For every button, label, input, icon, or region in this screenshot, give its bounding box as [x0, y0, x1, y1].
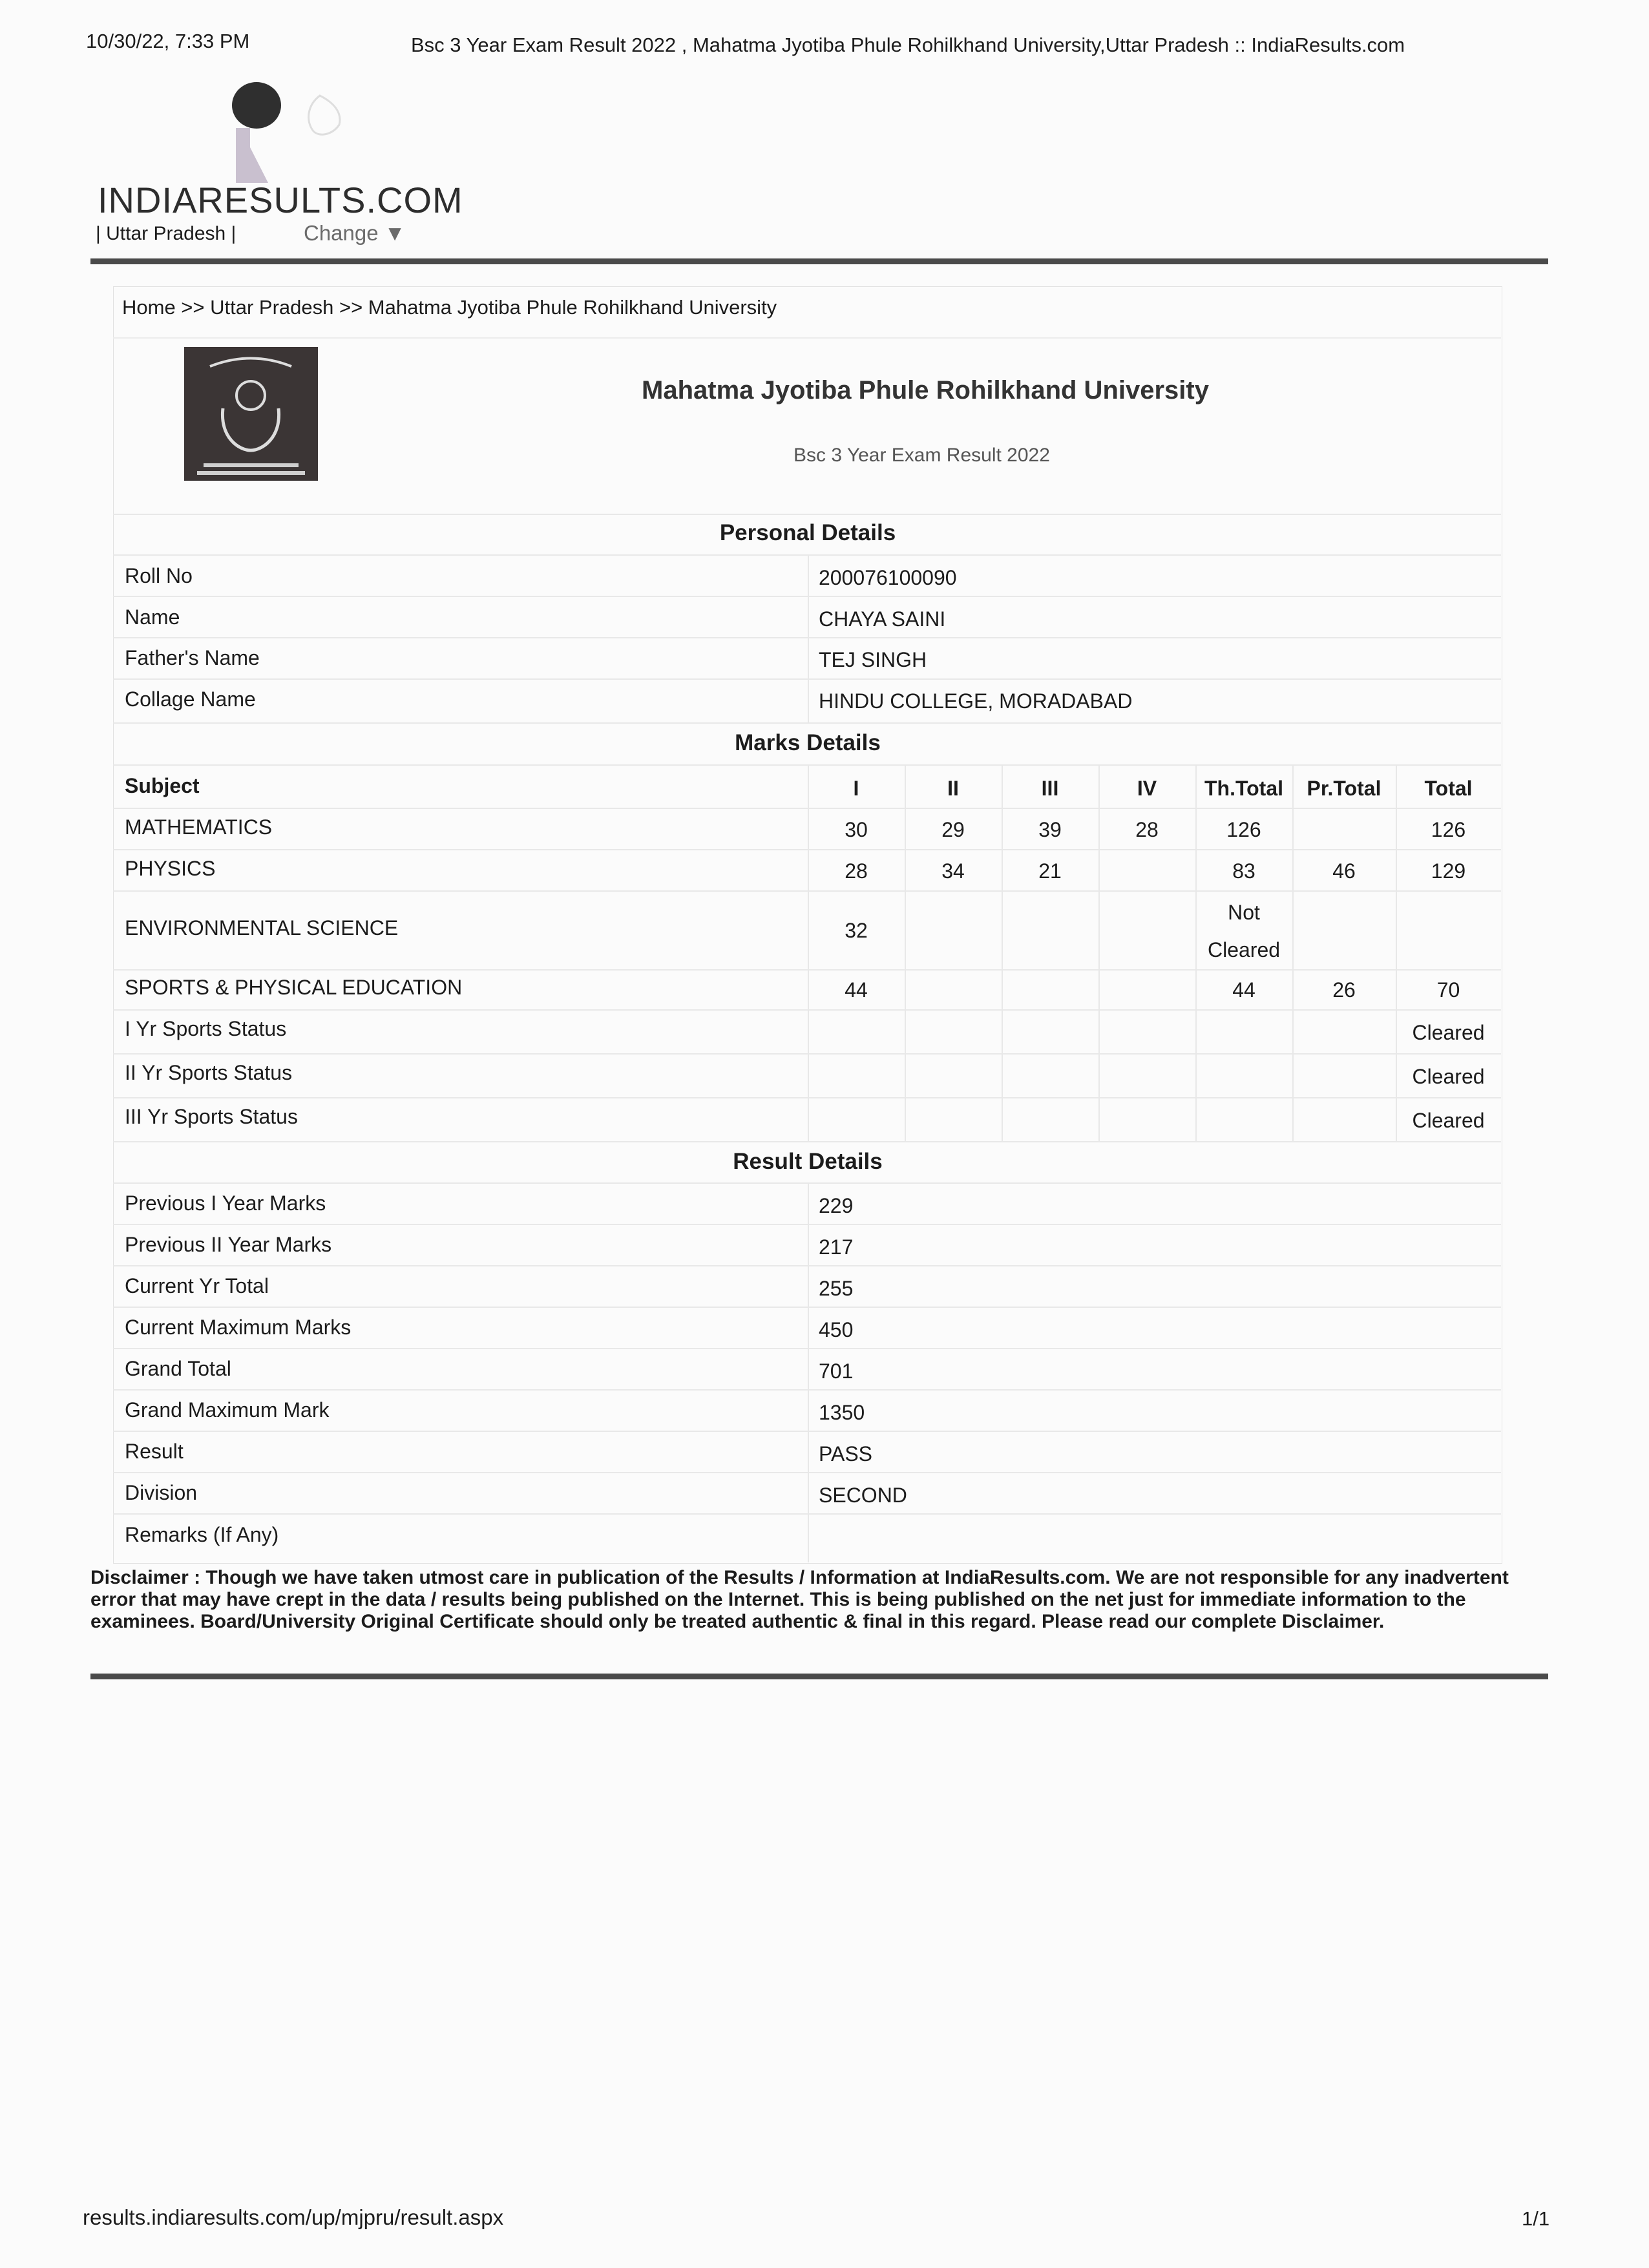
- sports-status-label: I Yr Sports Status: [125, 1017, 287, 1040]
- current-maximum-marks-label: Current Maximum Marks: [125, 1316, 352, 1339]
- marks-th-total: 83: [1232, 859, 1255, 883]
- sports-status-label: III Yr Sports Status: [125, 1105, 298, 1128]
- previous-second-year-marks-label: Previous II Year Marks: [125, 1233, 332, 1256]
- subject-name: MATHEMATICS: [125, 815, 273, 839]
- top-divider: [90, 258, 1548, 264]
- print-page-number: 1/1: [1522, 2207, 1550, 2230]
- sports-status-label: II Yr Sports Status: [125, 1061, 293, 1084]
- subject-name: ENVIRONMENTAL SCIENCE: [125, 916, 399, 940]
- row-divider: [113, 554, 1501, 556]
- subject-name: SPORTS & PHYSICAL EDUCATION: [125, 976, 463, 999]
- marks-iv: 28: [1135, 818, 1159, 841]
- college-name-value: HINDU COLLEGE, MORADABAD: [819, 689, 1133, 713]
- row-divider: [113, 637, 1501, 638]
- column-divider: [1292, 764, 1294, 1141]
- row-divider: [113, 808, 1501, 809]
- row-divider: [113, 1389, 1501, 1391]
- row-divider: [113, 890, 1501, 892]
- sports-status-value: Cleared: [1412, 1021, 1485, 1044]
- marks-total: 129: [1431, 859, 1466, 883]
- column-header-ii: II: [947, 777, 959, 800]
- marks-i: 44: [845, 978, 868, 1002]
- marks-ii: 29: [941, 818, 965, 841]
- father-name-label: Father's Name: [125, 646, 260, 669]
- previous-first-year-marks-value: 229: [819, 1194, 854, 1217]
- university-name: Mahatma Jyotiba Phule Rohilkhand University: [642, 376, 1209, 404]
- column-header-total: Total: [1424, 777, 1473, 800]
- current-year-total-value: 255: [819, 1277, 854, 1300]
- previous-second-year-marks-value: 217: [819, 1235, 854, 1259]
- site-logo-icon[interactable]: [223, 76, 352, 186]
- column-divider: [808, 554, 809, 724]
- row-divider: [113, 1513, 1501, 1515]
- column-header-i: I: [853, 777, 859, 800]
- previous-first-year-marks-label: Previous I Year Marks: [125, 1192, 326, 1215]
- personal-details-heading: Personal Details: [719, 520, 896, 545]
- sports-status-value: Cleared: [1412, 1109, 1485, 1132]
- row-divider: [113, 1307, 1501, 1308]
- result-label: Result: [125, 1440, 184, 1463]
- marks-iii: 39: [1038, 818, 1062, 841]
- bottom-divider: [90, 1674, 1548, 1679]
- grand-total-label: Grand Total: [125, 1357, 231, 1380]
- father-name-value: TEJ SINGH: [819, 648, 927, 671]
- column-divider: [808, 1182, 809, 1562]
- marks-iii: 21: [1038, 859, 1062, 883]
- column-header-pr-total: Pr.Total: [1307, 777, 1381, 800]
- breadcrumb[interactable]: Home >> Uttar Pradesh >> Mahatma Jyotiba Phule Rohilkhand University: [122, 296, 777, 319]
- subject-name: PHYSICS: [125, 857, 216, 880]
- row-divider: [113, 1097, 1501, 1098]
- row-divider: [113, 722, 1501, 724]
- state-label: | Uttar Pradesh |: [96, 223, 236, 244]
- current-maximum-marks-value: 450: [819, 1318, 854, 1341]
- result-value: PASS: [819, 1442, 872, 1465]
- print-datetime: 10/30/22, 7:33 PM: [86, 30, 250, 52]
- grand-total-value: 701: [819, 1360, 854, 1383]
- marks-th-total: 44: [1232, 978, 1255, 1002]
- remarks-label: Remarks (If Any): [125, 1523, 279, 1546]
- marks-i: 30: [845, 818, 868, 841]
- marks-th-total-line2: Cleared: [1207, 938, 1281, 961]
- roll-no-value: 200076100090: [819, 566, 957, 589]
- division-value: SECOND: [819, 1484, 907, 1507]
- disclaimer-text: Disclaimer : Though we have taken utmost care in publication of the Results / Information at IndiaResults.com. We are not responsible for any inadvertent error that may have crept in the data / results being published on the Internet. This is being published on the net just for immediate information to the examinees. Board/University Original Certificate should only be treated authentic & final in this regard. Please read our complete Disclaimer.: [90, 1567, 1509, 1632]
- exam-name: Bsc 3 Year Exam Result 2022: [793, 445, 1050, 466]
- column-header-iii: III: [1041, 777, 1059, 800]
- marks-ii: 34: [941, 859, 965, 883]
- column-header-subject: Subject: [125, 774, 200, 797]
- current-year-total-label: Current Yr Total: [125, 1274, 269, 1297]
- marks-details-heading: Marks Details: [735, 730, 881, 755]
- row-divider: [113, 678, 1501, 680]
- row-divider: [113, 1141, 1501, 1142]
- breadcrumb-divider: [113, 337, 1501, 339]
- marks-total: 70: [1436, 978, 1460, 1002]
- column-header-th-total: Th.Total: [1204, 777, 1284, 800]
- marks-th-total: 126: [1226, 818, 1261, 841]
- result-details-heading: Result Details: [733, 1149, 883, 1174]
- site-logo-text[interactable]: INDIARESULTS.COM: [98, 180, 463, 220]
- row-divider: [113, 514, 1501, 515]
- marks-i: 28: [845, 859, 868, 883]
- name-value: CHAYA SAINI: [819, 607, 946, 631]
- row-divider: [113, 1009, 1501, 1011]
- row-divider: [113, 1224, 1501, 1225]
- marks-i: 32: [845, 919, 868, 942]
- column-header-iv: IV: [1137, 777, 1157, 800]
- division-label: Division: [125, 1481, 198, 1504]
- row-divider: [113, 596, 1501, 597]
- marks-pr-total: 26: [1332, 978, 1356, 1002]
- row-divider: [113, 1265, 1501, 1266]
- university-emblem-icon: [184, 347, 318, 481]
- change-state-link[interactable]: Change ▼: [304, 221, 406, 245]
- row-divider: [113, 849, 1501, 850]
- marks-pr-total: 46: [1332, 859, 1356, 883]
- grand-maximum-mark-value: 1350: [819, 1401, 865, 1424]
- name-label: Name: [125, 605, 180, 629]
- sports-status-value: Cleared: [1412, 1065, 1485, 1088]
- print-footer-url: results.indiaresults.com/up/mjpru/result.aspx: [83, 2205, 504, 2229]
- print-page-title: Bsc 3 Year Exam Result 2022 , Mahatma Jyotiba Phule Rohilkhand University,Uttar Pradesh :: IndiaResults.com: [411, 34, 1405, 56]
- grand-maximum-mark-label: Grand Maximum Mark: [125, 1398, 330, 1422]
- row-divider: [113, 969, 1501, 971]
- row-divider: [113, 1472, 1501, 1473]
- roll-no-label: Roll No: [125, 564, 193, 587]
- college-name-label: Collage Name: [125, 688, 256, 711]
- row-divider: [113, 1053, 1501, 1055]
- row-divider: [113, 1348, 1501, 1349]
- row-divider: [113, 1431, 1501, 1432]
- marks-th-total: Not: [1228, 901, 1260, 924]
- marks-total: 126: [1431, 818, 1466, 841]
- row-divider: [113, 1182, 1501, 1184]
